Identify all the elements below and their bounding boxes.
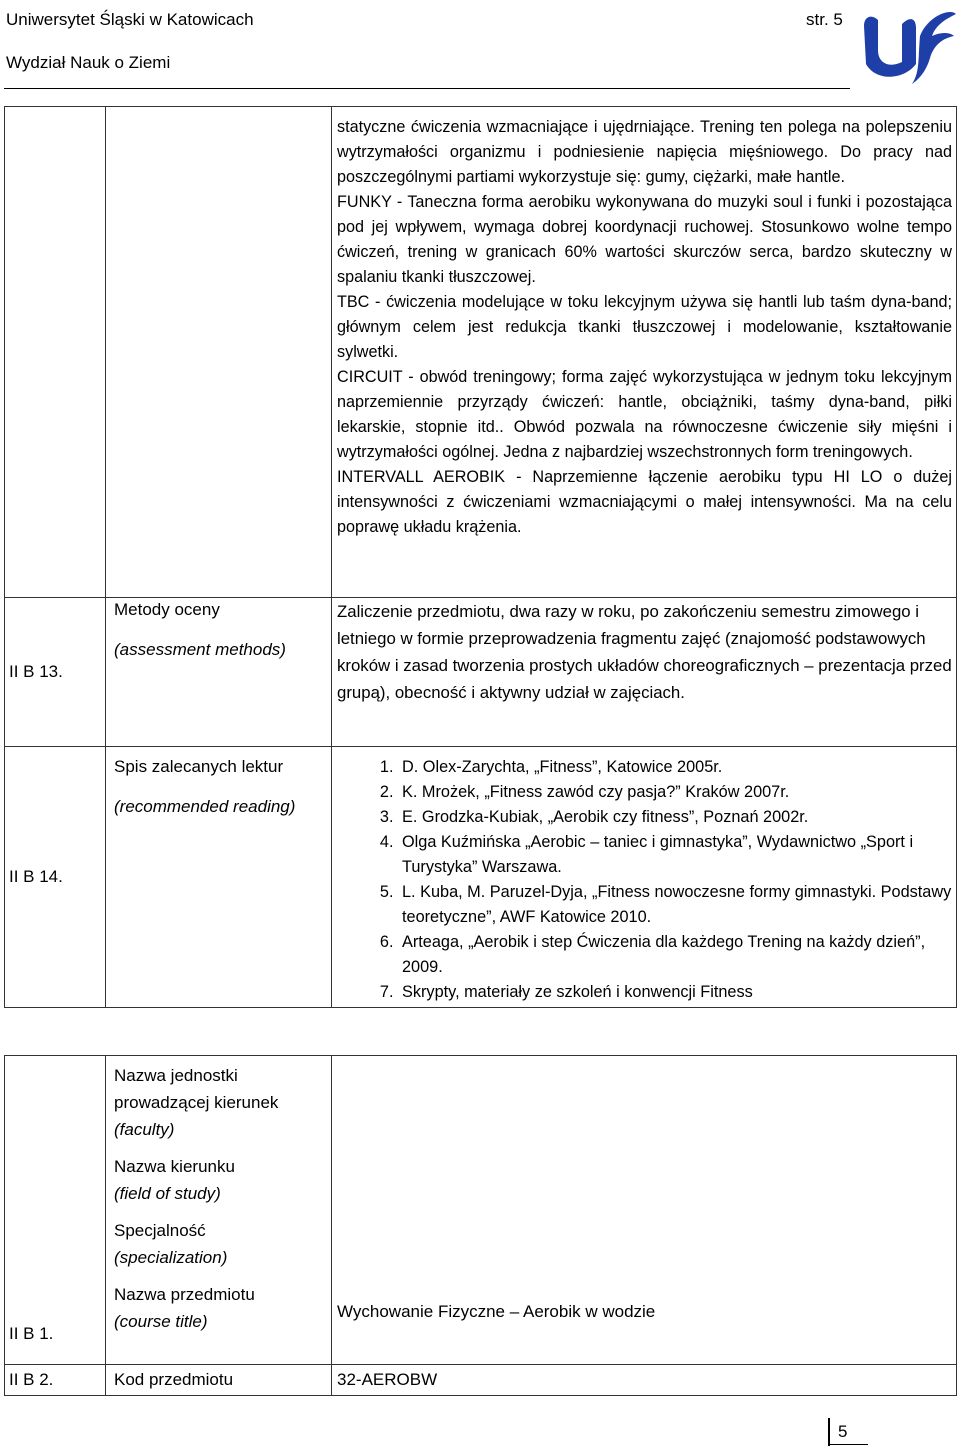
- reading-item: 3. E. Grodzka-Kubiak, „Aerobik czy fitness”, Poznań 2002r.: [398, 805, 956, 830]
- reading-content-cell: [332, 747, 957, 1008]
- assessment-sublabel: (assessment methods): [114, 640, 286, 659]
- course-info-table: [4, 1055, 957, 1396]
- row-code-14: II B 14.: [5, 747, 106, 1008]
- row-code-2: II B 2.: [5, 1365, 106, 1396]
- header-rule: [4, 88, 850, 89]
- code-cell-empty: [5, 107, 106, 598]
- course-title-sublabel: (course title): [114, 1312, 208, 1331]
- reading-item: 7. Skrypty, materiały ze szkoleń i konwencji Fitness: [398, 980, 956, 1005]
- table-row-course-code: [5, 1365, 957, 1396]
- field-sublabel: (field of study): [114, 1184, 221, 1203]
- reading-item: 2. K. Mrożek, „Fitness zawód czy pasja?” Kraków 2007r.: [398, 780, 956, 805]
- header-faculty: Wydział Nauk o Ziemi: [6, 53, 171, 72]
- specialization-sublabel: (specialization): [114, 1248, 228, 1267]
- course-table-continued: [4, 106, 957, 1008]
- reading-item: 1. D. Olex-Zarychta, „Fitness”, Katowice 2005r.: [398, 755, 956, 780]
- table-row-reading: [5, 747, 957, 1008]
- reading-list: [332, 755, 956, 1005]
- university-logo-icon: [858, 6, 958, 88]
- course-code-label-cell: [106, 1365, 332, 1396]
- course-title-value: Wychowanie Fizyczne – Aerobik w wodzie: [337, 1302, 656, 1321]
- course-title-label: Nazwa przedmiotu: [114, 1285, 255, 1304]
- course-code-cell: [332, 1365, 957, 1396]
- content-cell-continued: [332, 107, 957, 598]
- paragraph-tbc: TBC - ćwiczenia modelujące w toku lekcyjnym używa się hantli lub taśm dyna-band; głównym celem jest redukcja tkanki tłuszczowej i modelowanie, kształtowanie sylwetki.: [337, 293, 952, 361]
- label-cell-empty: [106, 107, 332, 598]
- reading-item: 6. Arteaga, „Aerobik i step Ćwiczenia dla każdego Trening na każdy dzień”, 2009.: [398, 930, 956, 980]
- table-row-course-info: [5, 1056, 957, 1365]
- reading-label: Spis zalecanych lektur: [114, 757, 284, 776]
- assessment-label-cell: [106, 598, 332, 747]
- table-row-assessment: [5, 598, 957, 747]
- field-label: Nazwa kierunku: [114, 1157, 235, 1176]
- table-row-continued: [5, 107, 957, 598]
- course-code-value: 32-AEROBW: [337, 1370, 438, 1389]
- specialization-label: Specjalność: [114, 1221, 206, 1240]
- footer-page-number: 5: [838, 1422, 848, 1441]
- paragraph-funky: FUNKY - Taneczna forma aerobiku wykonywana do muzyki soul i funki i pozostająca pod jej wpływem, wymaga dobrej koordynacji ruchowej. Stosunkowo wolne tempo ćwiczeń, trening w granicach 60% wartości skurczów serca, bardzo skuteczny w spalaniu tkanki tłuszczowej.: [337, 193, 952, 286]
- assessment-label: Metody oceny: [114, 600, 220, 619]
- footer-bracket: [828, 1418, 830, 1446]
- faculty-sublabel: (faculty): [114, 1120, 175, 1139]
- assessment-content-cell: [332, 598, 957, 747]
- paragraph-circuit: CIRCUIT - obwód treningowy; forma zajęć wykorzystująca w jednym toku lekcyjnym naprzemiennie przyrządy ćwiczeń: hantle, obciążniki, taśmy dyna-band, piłki lekarskie, stopnie itd.. Obwód pozwala na równoczesne ćwiczenie siły mięśni i wytrzymałości ogólnej. Jedna z najbardziej wszechstronnych form treningowych.: [337, 368, 952, 461]
- faculty-label: Nazwa jednostki prowadzącej kierunek: [114, 1066, 279, 1112]
- paragraph-intervall: INTERVALL AEROBIK - Naprzemienne łączenie aerobiku typu HI LO o dużej intensywności z ćwiczeniami wzmacniającymi o małej intensywności. Ma na celu poprawę układu krążenia.: [337, 468, 952, 536]
- reading-item: 5. L. Kuba, M. Paruzel-Dyja, „Fitness nowoczesne formy gimnastyki. Podstawy teoretyczne”, AWF Katowice 2010.: [398, 880, 956, 930]
- reading-item: 4. Olga Kuźmińska „Aerobic – taniec i gimnastyka”, Wydawnictwo „Sport i Turystyka” Warszawa.: [398, 830, 956, 880]
- header-page-label: str. 5: [806, 10, 843, 29]
- row-code-13: II B 13.: [5, 598, 106, 747]
- footer-rule: [828, 1444, 868, 1445]
- reading-label-cell: [106, 747, 332, 1008]
- course-title-cell: [332, 1056, 957, 1365]
- course-code-label: Kod przedmiotu: [114, 1370, 234, 1389]
- header-university: Uniwersytet Śląski w Katowicach: [6, 10, 254, 29]
- reading-sublabel: (recommended reading): [114, 797, 296, 816]
- course-info-labels: [106, 1056, 332, 1365]
- paragraph-intro: statyczne ćwiczenia wzmacniające i ujędrniające. Trening ten polega na polepszeniu wytrzymałości organizmu i podniesienie napięcia mięśniowego. Do pracy nad poszczególnymi partiami wykorzystuje się: gumy, ciężarki, małe hantle.: [337, 118, 952, 186]
- row-code-1: II B 1.: [5, 1056, 106, 1365]
- assessment-text: Zaliczenie przedmiotu, dwa razy w roku, po zakończeniu semestru zimowego i letniego w formie przeprowadzenia fragmentu zajęć (znajomość podstawowych kroków i zasad tworzenia prostych układów choreograficznych – prezentacja przed grupą), obecność i aktywny udział w zajęciach.: [337, 602, 952, 702]
